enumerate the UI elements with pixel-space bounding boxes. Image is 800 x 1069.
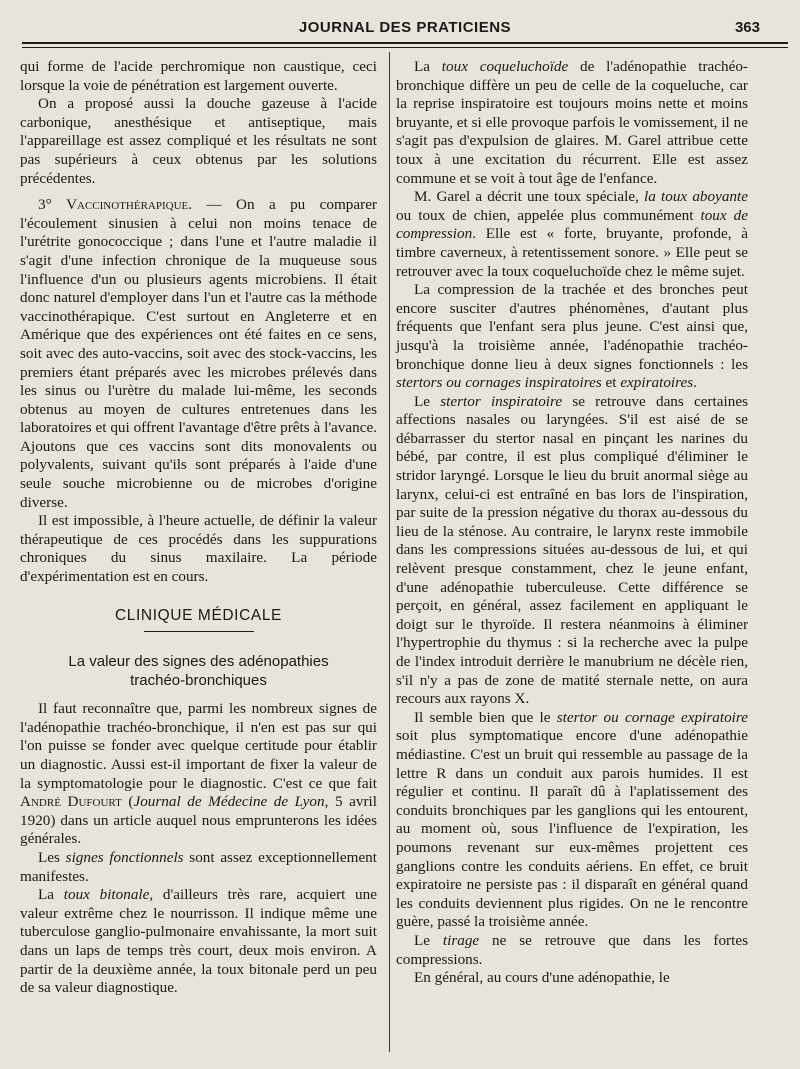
text: . Elle est « forte, bruyante, profonde, à timbre caverneux, à retentissement sonore. » Elle peut se retrouver avec la toux coqueluchoïde chez le même sujet. — [396, 225, 748, 280]
text: M. Garel a décrit une toux spéciale, — [414, 188, 645, 206]
article-title-line-1: La valeur des signes des adénopathies — [68, 653, 329, 671]
text: Le — [414, 392, 441, 410]
text: La — [38, 886, 64, 904]
paragraph — [396, 58, 748, 188]
emphasis: stertors ou cornages inspiratoires — [396, 374, 602, 392]
text: Le — [414, 931, 443, 949]
section-heading — [20, 607, 377, 633]
paragraph: En général, au cours d'une adénopathie, le — [414, 969, 670, 987]
right-column — [396, 58, 748, 988]
emphasis: la toux aboyante — [644, 188, 748, 206]
paragraph — [396, 709, 748, 932]
paragraph — [396, 281, 748, 393]
emphasis: toux bitonale — [63, 886, 150, 904]
running-header — [22, 14, 788, 42]
left-column — [20, 58, 377, 998]
paragraph: On a proposé aussi la douche gazeuse à l'acide carbonique, anesthésique et antiseptique, mais l'appareillage est assez compliqué et les résultats ne sont pas supérieurs à ceux obtenus par les solutions précédentes. — [20, 95, 377, 187]
paragraph — [396, 932, 748, 969]
text: sont assez exceptionnellement manifestes. — [20, 848, 377, 885]
emphasis: toux coqueluchoïde — [441, 58, 569, 75]
article-title — [20, 652, 377, 690]
paragraph — [396, 393, 748, 709]
text: La compression de la trachée et des bronches peut encore susciter d'autres phénomènes, d'autant plus fréquents que l'enfant sera plus jeune. C'est ainsi que, jusqu'à la troisième année, l'adénopathie trachéo-bronchique donne lieu à deux signes fonctionnels : les — [396, 281, 748, 373]
text: La — [414, 58, 442, 75]
text: se retrouve dans certaines affections nasales ou laryngées. S'il est aisé de se débarrasser du stertor nasal en pinçant les narines du bébé, par contre, il est plus compliqué d'éliminer le stridor laryngé. Lorsque le lieu du bruit anormal siège au larynx, celui-ci est entraîné en bas lors de l'inspiration, par suite de la pression négative du thorax au-dessous du lieu de la sténose. Au contraire, le larynx reste immobile dans les compressions situées au-dessous de lui, et qui relèvent presque constamment, chez le jeune enfant, d'une adénopathie tuberculeuse. Cette différence se perçoit, en général, assez facilement en appliquant le doigt sur le thyroïde. Il restera néanmoins à éliminer l'hypertrophie du thymus : si la recherche avec la pulpe de l'index introduit derrière le manubrium ne décèle rien, s'il n'y a pas de zone de matité sternale nette, on aura recours aux rayons X. — [396, 392, 748, 708]
section-heading-underline — [144, 631, 254, 632]
paragraph: qui forme de l'acide perchromique non caustique, ceci lorsque la voie de pénétration est largement ouverte. — [20, 58, 377, 94]
paragraph-vaccinotherapie — [20, 196, 377, 512]
header-rule-thin — [22, 47, 788, 48]
text: ou toux de chien, appelée plus communément — [396, 206, 701, 224]
emphasis: expiratoires — [620, 374, 694, 392]
paragraph-text: — On a pu comparer l'écoulement sinusien à celui non moins tenace de l'urétrite gonococcique ; dans l'une et l'autre maladie il s'agit d'une infection chronique de la muqueuse sous l'influence d'un ou plusieurs agents microbiens. Il était donc naturel d'employer dans l'un et l'autre cas la méthode vaccinothérapique. C'est surtout en Angleterre et en Amérique que des expériences ont été faites en ce sens, soit avec des auto-vaccins, soit avec des stock-vaccins, les premiers étant préparés avec les microbes prélevés dans les sinus ou l'urètre du malade lui-même, les seconds obtenus au moyen de cultures entretenues dans les laboratoires et qui offrent l'avantage d'être prêts à l'avance. Ajoutons que ces vaccins sont dits monovalents ou polyvalents, suivant qu'ils sont préparés à l'aide d'une seule souche microbienne ou de microbes d'origine diverse. — [20, 196, 377, 511]
column-divider — [389, 52, 390, 1052]
paragraph — [396, 188, 748, 281]
text: et — [601, 374, 621, 392]
paragraph: Il est impossible, à l'heure actuelle, de définir la valeur thérapeutique de ces procédés dans les suppurations chroniques du sinus maxilaire. La période d'expérimentation est en cours. — [20, 512, 377, 586]
text: . — [693, 374, 697, 392]
author-name: André Dufourt — [20, 793, 122, 811]
header-rule — [22, 42, 788, 44]
text: soit plus symptomatique encore d'une adénopathie médiastine. C'est un bruit qui ressemble au passage de la lettre R dans un conduit aux parois humides. Il est régulier et continu. Il paraît dû à l'aplatissement des conduits bronchiques par les ganglions qui les entourent, au moment où, sous l'influence de l'expiration, les poumons revenant sur eux-mêmes projettent ces ganglions contre les conduits aériens. En effet, ce bruit expiratoire ne persiste pas : il disparaît en général quand les conduits deviennent plus rigides. On ne le rencontre guère, passé la troisième année. — [396, 727, 748, 931]
journal-title: JOURNAL DES PRATICIENS — [298, 19, 512, 36]
text: ( — [121, 793, 134, 811]
text: , 5 avril 1920) dans un article auquel nous emprunterons les idées générales. — [20, 793, 377, 848]
emphasis: stertor inspiratoire — [440, 392, 563, 410]
article-title-line-2: trachéo-bronchiques — [130, 672, 267, 690]
text: Les — [38, 848, 66, 866]
page-number: 363 — [734, 19, 760, 36]
emphasis: tirage — [442, 931, 480, 949]
text: , d'ailleurs très rare, acquiert une valeur extrême chez le nourrisson. Il indique même une tuberculose ganglio-pulmonaire envahissante, la mort suit dans un laps de temps très court, deux mois environ. A partir de la deuxième année, la toux bitonale perd un peu de sa valeur diagnostique. — [20, 886, 377, 997]
section-heading-text: CLINIQUE MÉDICALE — [115, 606, 282, 624]
text: Il semble bien que le — [414, 708, 557, 726]
subsection-heading: Vaccinothérapique. — [66, 196, 193, 214]
journal-citation: Journal de Médecine de Lyon — [133, 793, 325, 811]
section-number: 3° — [38, 196, 67, 214]
paragraph — [20, 700, 377, 849]
emphasis: stertor ou cornage expiratoire — [556, 708, 748, 726]
paragraph — [20, 886, 377, 998]
emphasis: toux de compression — [396, 206, 749, 243]
text: Il faut reconnaître que, parmi les nombreux signes de l'adénopathie trachéo-bronchique, il n'en est pas sur qui l'on puisse se fonder avec quelque certitude pour établir un diagnostic. Aussi est-il important de fixer la valeur de la symptomatologie pour le diagnostic. C'est ce que fait — [20, 700, 377, 792]
emphasis: signes fonctionnels — [65, 848, 184, 866]
paragraph — [20, 849, 377, 886]
text: de l'adénopathie trachéo-bronchique diffère un peu de celle de la coqueluche, car la reprise inspiratoire est toujours moins nette et moins bruyante, et si elle provoque parfois le vomissement, il ne s'agit pas d'expulsion de glaires. M. Garel attribue cette toux à une excitation du récurrent. Elle est assez commune et se voit à tout âge de l'enfance. — [396, 58, 748, 187]
text: ne se retrouve que dans les fortes compressions. — [396, 931, 748, 968]
